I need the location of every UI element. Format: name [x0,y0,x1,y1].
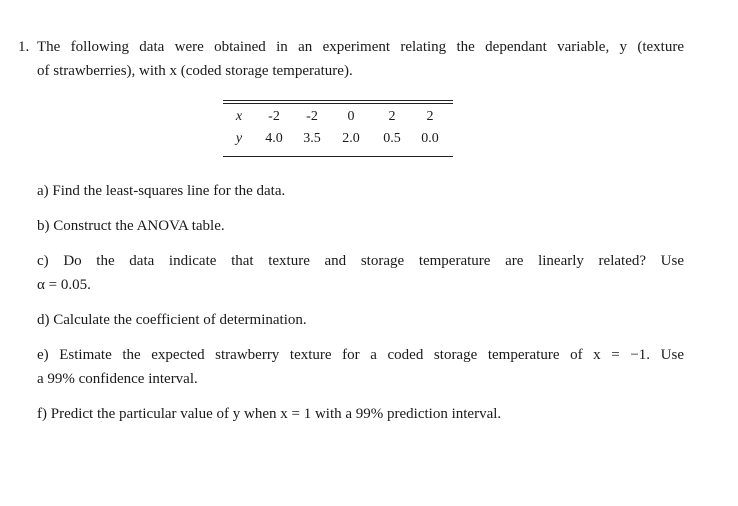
part-f: f) Predict the particular value of y when x = 1 with a 99% prediction interval. [37,406,502,422]
table-cell: 2 [426,109,434,124]
table-cell: 0 [347,109,355,124]
table-cell: 4.0 [265,131,283,146]
table-bottom-rule [223,156,453,157]
part-b: b) Construct the ANOVA table. [37,218,225,234]
table-top-rule [223,100,453,101]
table-row-x [223,109,453,127]
table-cell: 0.5 [383,131,401,146]
intro-line-1: The following data were obtained in an experiment relating the dependant variable, y (texture [37,39,684,55]
part-c-line-2: α = 0.05. [37,277,91,293]
table-header-x: x [235,109,243,124]
table-header-y: y [235,131,243,146]
part-e-line-1: e) Estimate the expected strawberry texture for a coded storage temperature of x = −1. Use [37,347,684,363]
table-cell: 2 [388,109,396,124]
part-e-line-2: a 99% confidence interval. [37,371,198,387]
problem-number: 1. [18,39,30,55]
part-d: d) Calculate the coefficient of determination. [37,312,307,328]
table-top-rule-double [223,103,453,104]
intro-line-2: of strawberries), with x (coded storage temperature). [37,63,353,79]
table-cell: 3.5 [303,131,321,146]
table-cell: 2.0 [342,131,360,146]
part-c-line-1: c) Do the data indicate that texture and storage temperature are linearly related? Use [37,253,684,269]
part-a: a) Find the least-squares line for the data. [37,183,286,199]
table-cell: 0.0 [421,131,439,146]
table-row-y [223,131,453,149]
table-cell: -2 [306,109,318,124]
table-cell: -2 [268,109,280,124]
